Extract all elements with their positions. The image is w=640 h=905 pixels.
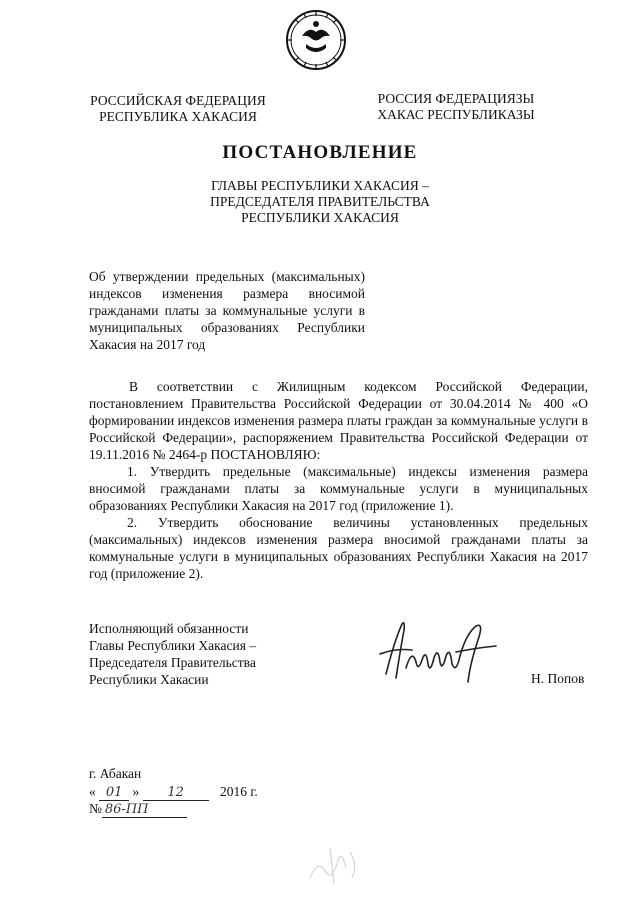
date-close-quote: »: [132, 784, 140, 799]
handwritten-signature: [372, 612, 512, 692]
date-open-quote: «: [89, 784, 96, 799]
signatory-line2: Главы Республики Хакасия –: [89, 638, 257, 653]
date-line: [89, 784, 289, 802]
body-item-1: 1. Утвердить предельные (максимальные) индексы изменения размера вносимой гражданами платы за коммунальные услуги в муниципальных образованиях Республики Хакасия на 2017 год (приложение 1).: [89, 464, 588, 513]
subtitle-line1: ГЛАВЫ РЕСПУБЛИКИ ХАКАСИЯ –: [211, 178, 429, 193]
coat-of-arms-emblem: [284, 8, 348, 72]
header-right: [356, 91, 556, 123]
document-number: 86-ПП: [104, 802, 149, 817]
signatory-line1: Исполняющий обязанности: [89, 621, 249, 636]
signatory-line3: Председателя Правительства: [89, 655, 256, 670]
document-subject: Об утверждении предельных (максимальных) индексов изменения размера вносимой гражданами платы за коммунальные услуги в муниципальных образованиях Республики Хакасия на 2017 год: [89, 269, 365, 352]
signatory-title: [89, 620, 289, 688]
document-body: [89, 378, 588, 582]
body-item-2: 2. Утвердить обоснование величины установленных предельных (максимальных) индексов изменения размера вносимой гражданами платы за коммунальные услуги в муниципальных образованиях Республики Хакасия на 2017 год (приложение 2).: [89, 515, 588, 581]
place: г. Абакан: [89, 766, 142, 781]
header-left: [78, 93, 278, 125]
number-label: №: [89, 801, 102, 816]
signatory-line4: Республики Хакасии: [89, 672, 209, 687]
body-preamble: В соответствии с Жилищным кодексом Российской Федерации, постановлением Правительства Российской Федерации от 30.04.2014 № 400 «О формировании индексов изменения размера платы граждан за коммунальные услуги в Российской Федерации», распоряжением Правительства Российской Федерации от 19.11.2016 № 2464-р ПОСТАНОВЛЯЮ:: [89, 379, 588, 462]
header-right-line1: РОССИЯ ФЕДЕРАЦИЯЗЫ: [377, 91, 535, 106]
date-year: 2016 г.: [220, 784, 258, 799]
document-title: ПОСТАНОВЛЕНИЕ: [222, 142, 418, 163]
date-day: 01: [105, 785, 123, 800]
subtitle-line3: РЕСПУБЛИКИ ХАКАСИЯ: [241, 210, 399, 225]
number-line: [89, 801, 289, 821]
faint-stamp-mark: [300, 838, 370, 888]
subtitle-line2: ПРЕДСЕДАТЕЛЯ ПРАВИТЕЛЬСТВА: [210, 194, 430, 209]
document-subtitle: [0, 178, 640, 226]
date-month: 12: [167, 785, 184, 800]
header-left-line1: РОССИЙСКАЯ ФЕДЕРАЦИЯ: [90, 93, 266, 108]
header-right-line2: ХАКАС РЕСПУБЛИКАЗЫ: [377, 107, 535, 122]
header-left-line2: РЕСПУБЛИКА ХАКАСИЯ: [99, 109, 257, 124]
signatory-name: Н. Попов: [531, 671, 585, 686]
